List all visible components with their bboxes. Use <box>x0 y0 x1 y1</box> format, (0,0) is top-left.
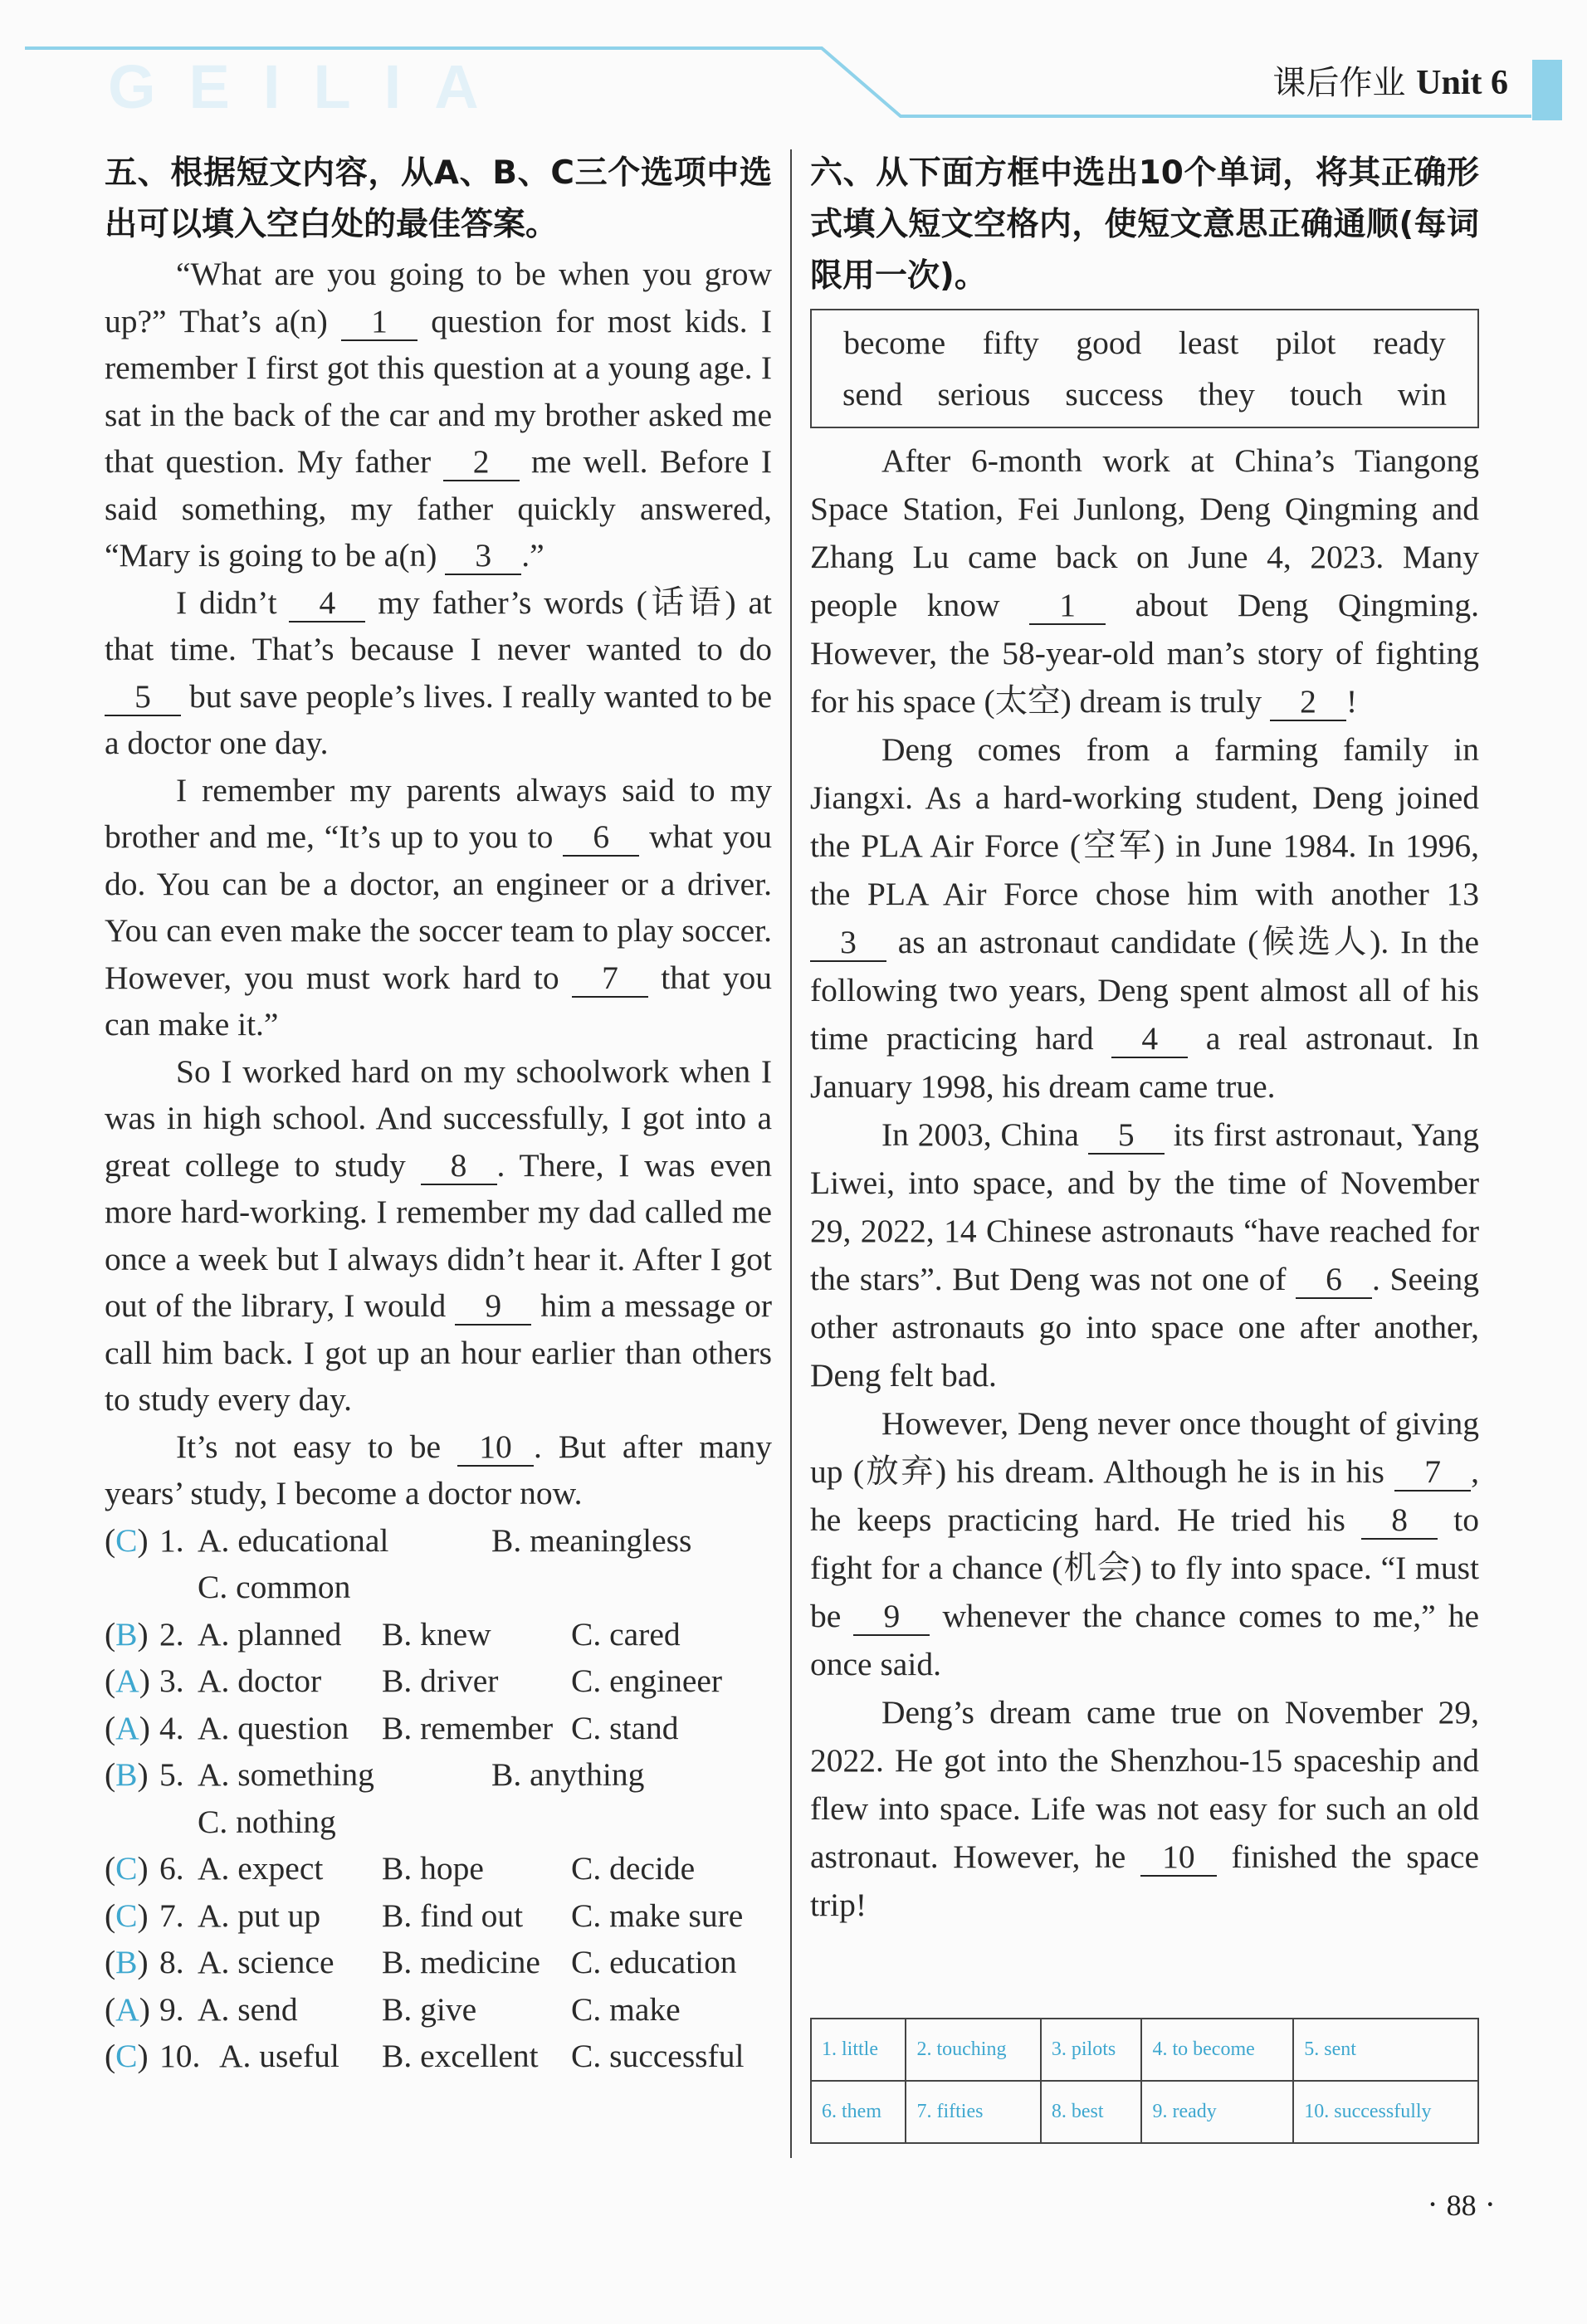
left-blank-10: 10 <box>457 1429 534 1467</box>
answer-key-cell: 8. best <box>1041 2081 1142 2143</box>
option-answer: B <box>115 1615 138 1653</box>
option-row <box>105 1751 772 1799</box>
option-row-continued <box>105 1799 772 1846</box>
answer-key-table <box>810 2018 1479 2144</box>
option-row <box>105 2033 772 2080</box>
left-column <box>105 148 772 2080</box>
option-a: A. something <box>198 1756 374 1793</box>
right-blank-7: 7 <box>1394 1454 1471 1492</box>
answer-key-cell: 1. little <box>811 2019 906 2081</box>
option-row <box>105 1705 772 1752</box>
option-b: B. anything <box>491 1756 645 1793</box>
right-blank-9: 9 <box>853 1599 930 1636</box>
header-watermark: GEILIA <box>108 52 512 121</box>
option-answer: C <box>115 1897 138 1934</box>
left-paragraph: I didn’t 4 my father’s words (话语) at that time. That’s because I never wanted to do 5 but save people’s lives. I really wanted to be a doctor one day. <box>105 583 773 761</box>
option-b: B. knew <box>382 1615 491 1653</box>
right-paragraph: Deng’s dream came true on November 29, 2022. He got into the Shenzhou-15 spaceship and flew into space. Life was not easy for such an old astronaut. However, he 10 finished the space trip! <box>810 1694 1479 1923</box>
answer-key-cell: 10. successfully <box>1293 2081 1478 2143</box>
answer-key-cell: 5. sent <box>1293 2019 1478 2081</box>
option-answer: B <box>115 1944 138 1980</box>
option-a: A. question <box>198 1709 349 1746</box>
word-box-word: send <box>842 376 903 413</box>
word-box <box>810 309 1479 428</box>
right-paragraph: In 2003, China 5 its first astronaut, Yang Liwei, into space, and by the time of November 29, 2022, 14 Chinese astronauts “have reached for the stars”. But Deng was not one of 6 . Seeing other astronauts go into space one after another, Deng felt bad. <box>810 1116 1479 1394</box>
right-column <box>810 148 1479 1929</box>
answer-key-cell: 7. fifties <box>906 2081 1040 2143</box>
right-blank-10: 10 <box>1140 1839 1217 1877</box>
option-number: 5. <box>159 1756 184 1793</box>
word-box-word: fifty <box>982 325 1039 361</box>
right-blank-6: 6 <box>1296 1262 1372 1299</box>
option-number: 10. <box>159 2038 201 2074</box>
right-blank-3: 3 <box>810 925 886 962</box>
word-box-word: they <box>1198 376 1255 413</box>
answer-key-cell: 6. them <box>811 2081 906 2143</box>
option-c: C. stand <box>571 1709 679 1746</box>
section-six-title: 六、从下面方框中选出10个单词，将其正确形式填入短文空格内，使短文意思正确通顺(每词限用一次)。 <box>810 154 1479 295</box>
word-box-word: become <box>843 325 946 361</box>
right-paragraph: However, Deng never once thought of giving up (放弃) his dream. Although he is in his 7 , he keeps practicing hard. He tried his 8 to fight for a chance (机会) to fly into space. “I must be 9 whenever the chance comes to me,” he once said. <box>810 1405 1479 1682</box>
option-row <box>105 1845 772 1892</box>
option-c: C. decide <box>571 1850 696 1887</box>
answer-key-cell: 2. touching <box>906 2019 1040 2081</box>
left-options <box>105 1517 772 2080</box>
left-passage <box>105 251 772 1517</box>
option-c: C. make <box>571 1990 681 2028</box>
right-blank-8: 8 <box>1361 1502 1438 1540</box>
option-b: B. give <box>382 1990 477 2028</box>
option-a: A. useful <box>219 2038 339 2074</box>
option-b: B. medicine <box>382 1944 540 1980</box>
page-header <box>0 0 1587 124</box>
option-c: C. common <box>198 1569 351 1605</box>
option-answer: A <box>115 1990 139 2028</box>
option-answer: B <box>115 1756 138 1793</box>
option-number: 2. <box>159 1615 184 1653</box>
option-b: B. excellent <box>382 2038 539 2074</box>
left-blank-9: 9 <box>455 1288 531 1326</box>
option-row <box>105 1939 772 1986</box>
option-a: A. put up <box>198 1897 321 1934</box>
option-a: A. planned <box>198 1615 342 1653</box>
option-a: A. doctor <box>198 1662 322 1699</box>
option-head: (B) <box>105 1756 149 1793</box>
option-head: (A) <box>105 1709 150 1746</box>
page-number-value: 88 <box>1446 2189 1477 2222</box>
word-box-word: success <box>1065 376 1164 413</box>
left-blank-1: 1 <box>341 304 418 341</box>
left-paragraph: It’s not easy to be 10 . But after many years’ study, I become a doctor now. <box>105 1428 772 1511</box>
word-box-row <box>812 369 1477 420</box>
right-passage <box>810 437 1479 1929</box>
left-paragraph: “What are you going to be when you grow up?” That’s a(n) 1 question for most kids. I remember I first got this question at a young age. I sat in the back of the car and my brother asked me that question. My father 2 me well. Before I said something, my father quickly answered, “Mary is going to be a(n) 3 .” <box>105 251 772 579</box>
answer-key-row <box>811 2019 1478 2081</box>
right-paragraph: Deng comes from a farming family in Jiangxi. As a hard-working student, Deng joined the PLA Air Force (空军) in June 1984. In 1996, the PLA Air Force chose him with another 13 3 as an astronaut candidate (候选人). In the following two years, Deng spent almost all of his time practicing hard 4 a real astronaut. In January 1998, his dream came true. <box>810 731 1479 1105</box>
word-box-word: pilot <box>1275 325 1336 361</box>
word-box-word: touch <box>1289 376 1363 413</box>
right-blank-2: 2 <box>1270 684 1346 721</box>
word-box-word: ready <box>1372 325 1446 361</box>
left-blank-2: 2 <box>443 444 520 481</box>
right-blank-4: 4 <box>1111 1021 1188 1058</box>
option-row <box>105 1986 772 2034</box>
answer-key-cell: 4. to become <box>1141 2019 1293 2081</box>
answer-key-cell: 9. ready <box>1141 2081 1293 2143</box>
option-head: (C) <box>105 1850 149 1887</box>
option-b: B. driver <box>382 1662 499 1699</box>
option-number: 4. <box>159 1709 184 1746</box>
option-row <box>105 1611 772 1658</box>
column-divider <box>790 149 792 2158</box>
section-five-title: 五、根据短文内容，从A、B、C三个选项中选出可以填入空白处的最佳答案。 <box>105 154 772 243</box>
option-a: A. educational <box>198 1521 389 1559</box>
right-paragraph: After 6-month work at China’s Tiangong Space Station, Fei Junlong, Deng Qingming and Zhang Lu came back on June 4, 2023. Many people know 1 about Deng Qingming. However, the 58-year-old man’s story of fighting for his space (太空) dream is truly 2 ! <box>810 437 1479 725</box>
option-b: B. find out <box>382 1897 524 1934</box>
option-number: 3. <box>159 1662 184 1699</box>
option-head: (B) <box>105 1615 149 1653</box>
option-c: C. make sure <box>571 1897 744 1934</box>
option-number: 6. <box>159 1850 184 1887</box>
word-box-word: good <box>1076 325 1142 361</box>
left-blank-6: 6 <box>563 819 639 857</box>
option-a: A. expect <box>198 1850 324 1887</box>
left-blank-7: 7 <box>572 960 648 998</box>
left-blank-5: 5 <box>105 679 181 716</box>
option-c: C. cared <box>571 1615 681 1653</box>
option-c: C. successful <box>571 2038 745 2074</box>
option-number: 1. <box>159 1521 184 1559</box>
option-number: 8. <box>159 1944 184 1980</box>
option-c: C. engineer <box>571 1662 723 1699</box>
word-box-word: least <box>1178 325 1239 361</box>
header-title <box>1272 56 1508 104</box>
option-answer: C <box>115 1521 138 1559</box>
answer-key-cell: 3. pilots <box>1041 2019 1142 2081</box>
option-c: C. education <box>571 1944 737 1980</box>
left-blank-3: 3 <box>445 538 521 575</box>
option-row <box>105 1892 772 1940</box>
option-head: (A) <box>105 1662 150 1699</box>
option-head: (C) <box>105 1521 149 1559</box>
right-blank-5: 5 <box>1088 1117 1165 1155</box>
option-c: C. nothing <box>198 1803 336 1840</box>
option-a: A. send <box>198 1990 298 2028</box>
option-row <box>105 1658 772 1705</box>
option-b: B. remember <box>382 1709 554 1746</box>
left-blank-8: 8 <box>421 1148 497 1185</box>
option-head: (B) <box>105 1944 149 1980</box>
option-answer: C <box>115 1850 138 1887</box>
answer-key-row <box>811 2081 1478 2143</box>
option-number: 7. <box>159 1897 184 1934</box>
header-title-cn: 课后作业 <box>1272 64 1406 102</box>
option-head: (C) <box>105 2038 149 2074</box>
option-b: B. meaningless <box>491 1521 692 1559</box>
right-blank-1: 1 <box>1029 588 1106 625</box>
option-b: B. hope <box>382 1850 484 1887</box>
page-number: · 88 · <box>1427 2185 1496 2223</box>
left-paragraph: I remember my parents always said to my brother and me, “It’s up to you to 6 what you do. You can be a doctor, an engineer or a driver. You can even make the soccer team to play soccer. However, you must work hard to 7 that you can make it.” <box>105 771 772 1042</box>
option-row-continued <box>105 1564 772 1611</box>
option-head: (C) <box>105 1897 149 1934</box>
left-blank-4: 4 <box>289 585 365 622</box>
option-a: A. science <box>198 1944 334 1980</box>
option-answer: A <box>115 1662 139 1699</box>
word-box-word: win <box>1397 376 1447 413</box>
header-tab <box>1532 60 1562 120</box>
option-answer: C <box>115 2038 138 2074</box>
option-head: (A) <box>105 1990 150 2028</box>
header-title-unit: Unit 6 <box>1416 64 1508 102</box>
left-paragraph: So I worked hard on my schoolwork when I was in high school. And successfully, I got into a great college to study 8 . There, I was even more hard-working. I remember my dad called me once a week but I always didn’t hear it. After I got out of the library, I would 9 him a message or call him back. I got up an hour earlier than others to study every day. <box>105 1052 772 1418</box>
option-number: 9. <box>159 1990 184 2028</box>
word-box-word: serious <box>937 376 1031 413</box>
word-box-row <box>812 317 1477 369</box>
option-answer: A <box>115 1709 139 1746</box>
option-row <box>105 1517 772 1565</box>
